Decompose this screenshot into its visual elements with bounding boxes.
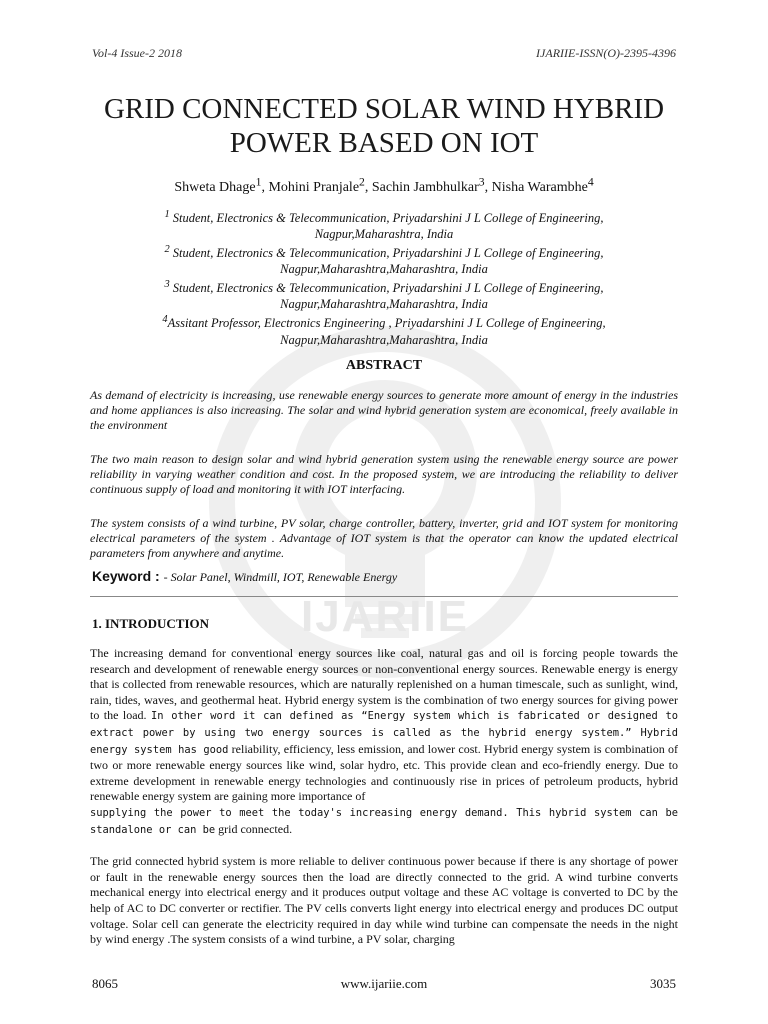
intro-text: grid connected.: [215, 821, 293, 836]
author-sup: 2: [359, 175, 365, 188]
author-sup: 1: [255, 175, 262, 188]
affiliation-line-1: Student, Electronics & Telecommunication, Priyadarshini J L College of Engineering,: [169, 246, 604, 261]
affiliation-sup: 4: [162, 314, 168, 326]
author-name: Nisha Warambhe: [491, 179, 588, 195]
abstract-paragraph: As demand of electricity is increasing, use renewable energy sources to generate more amount of energy in the industries and home appliances is also increasing. The solar and wind hybrid generation system are economical, freely available in the environment: [90, 388, 678, 432]
intro-text-alt-font: In other word it can defined as “Energy system which is fabricated or designed to extract power by using two energy sources is called as the hybrid energy system.” Hybrid energy system has good: [90, 710, 678, 756]
author-list: [60, 175, 708, 196]
intro-paragraph-1: [90, 646, 678, 838]
intro-text-alt-font: supplying the power to meet the today's increasing energy demand. This hybrid system can be standalone or can be: [90, 806, 678, 836]
affiliation-line-2: Nagpur,Maharashtra, India: [314, 227, 454, 242]
affiliation-line-2: Nagpur,Maharashtra,Maharashtra, India: [280, 262, 488, 277]
author-separator: ,: [364, 179, 372, 195]
affiliation-line-1: Student, Electronics & Telecommunication, Priyadarshini J L College of Engineering,: [169, 211, 604, 226]
affiliation-sup: 3: [164, 279, 170, 291]
issn: IJARIIE-ISSN(O)-2395-4396: [536, 46, 676, 60]
author-name: Shweta Dhage: [174, 179, 256, 195]
page-header: [92, 46, 676, 62]
volume-issue: Vol-4 Issue-2 2018: [92, 46, 182, 60]
author: [371, 175, 492, 195]
author-separator: ,: [484, 179, 492, 195]
author-name: Sachin Jambhulkar: [371, 179, 479, 195]
affiliations: [80, 207, 688, 348]
introduction-heading: 1. INTRODUCTION: [92, 616, 210, 631]
abstract-heading: ABSTRACT: [345, 358, 423, 373]
author: [268, 175, 372, 195]
paper-title: [60, 92, 708, 160]
abstract-paragraph: The two main reason to design solar and wind hybrid generation system using the renewable energy source are power reliability in varying weather condition and cost. In the proposed system, we are introducing the reliability to deliver continuous supply of load and monitoring it with IOT interfacing.: [90, 452, 678, 496]
author-separator: ,: [261, 179, 269, 195]
affiliation: [80, 207, 688, 242]
page-number: 3035: [650, 976, 676, 991]
intro-text: reliability, efficiency, less emission, and lower cost. Hybrid energy system is combination of two or more renewable energy sources like wind, solar hydro, etc. This provide clean and eco-friendly energy. Due to extreme development in renewable energy technologies and continuously rise in prices of petroleum products, hybrid renewable energy system are gaining more importance of: [90, 741, 678, 804]
author: [491, 175, 594, 195]
affiliation: [80, 242, 688, 277]
paper-id: 8065: [92, 976, 118, 991]
keyword-values: - Solar Panel, Windmill, IOT, Renewable Energy: [163, 570, 398, 584]
affiliation-line-2: Nagpur,Maharashtra,Maharashtra, India: [280, 332, 488, 347]
affiliation-sup: 2: [164, 244, 170, 256]
watermark-text: IJARIIE: [300, 592, 470, 641]
author-name: Mohini Pranjale: [268, 179, 360, 195]
affiliation-line-1: Student, Electronics & Telecommunication, Priyadarshini J L College of Engineering,: [169, 281, 604, 296]
introduction-body: [90, 646, 678, 964]
abstract-body: [90, 388, 678, 580]
intro-paragraph-2: The grid connected hybrid system is more reliable to deliver continuous power because if there is any shortage of power or fault in the renewable energy sources then the load are directly connected to the grid. A wind turbine converts mechanical energy into electrical energy and it produces output voltage and these AC voltage is converted to DC by the help of AC to DC converter or rectifier. The PV cells converts light energy into electrical energy and produces DC output voltage. Solar cell can generate the electricity required in day while wind turbine can compensate the needs in the night by wind energy .The system consists of a wind turbine, a PV solar, charging: [90, 854, 678, 947]
affiliation: [80, 277, 688, 312]
title-line-1: GRID CONNECTED SOLAR WIND HYBRID: [103, 93, 665, 125]
website-link[interactable]: www.ijariie.com: [340, 976, 428, 991]
author-sup: 4: [587, 175, 594, 188]
affiliation-line-2: Nagpur,Maharashtra,Maharashtra, India: [280, 297, 488, 312]
title-line-2: POWER BASED ON IOT: [229, 127, 539, 159]
abstract-paragraph: The system consists of a wind turbine, PV solar, charge controller, battery, inverter, grid and IOT system for monitoring electrical parameters of the system . Advantage of IOT system is that the operator can know the updated electrical parameters from anywhere and anytime.: [90, 516, 678, 560]
author: [174, 175, 269, 195]
intro-text: The increasing demand for conventional energy sources like coal, natural gas and oil is forcing people towards the research and development of renewable energy sources or non-conventional energy sources. Renewable energy is energy that is collected from renewable resources, which are naturally replenished on a human timescale, such as sunlight, wind, rain, tides, waves, and geothermal heat. Hybrid energy system is the combination of two energy sources for giving power to the load.: [90, 646, 678, 723]
affiliation: [80, 312, 688, 347]
affiliation-line-1: Assitant Professor, Electronics Engineering , Priyadarshini J L College of Engineering,: [167, 316, 606, 331]
author-sup: 3: [478, 175, 485, 188]
section-divider: [90, 596, 678, 597]
keywords: [92, 568, 676, 586]
affiliation-sup: 1: [164, 209, 170, 220]
page-footer: [92, 976, 676, 992]
keyword-label: Keyword :: [92, 568, 164, 584]
